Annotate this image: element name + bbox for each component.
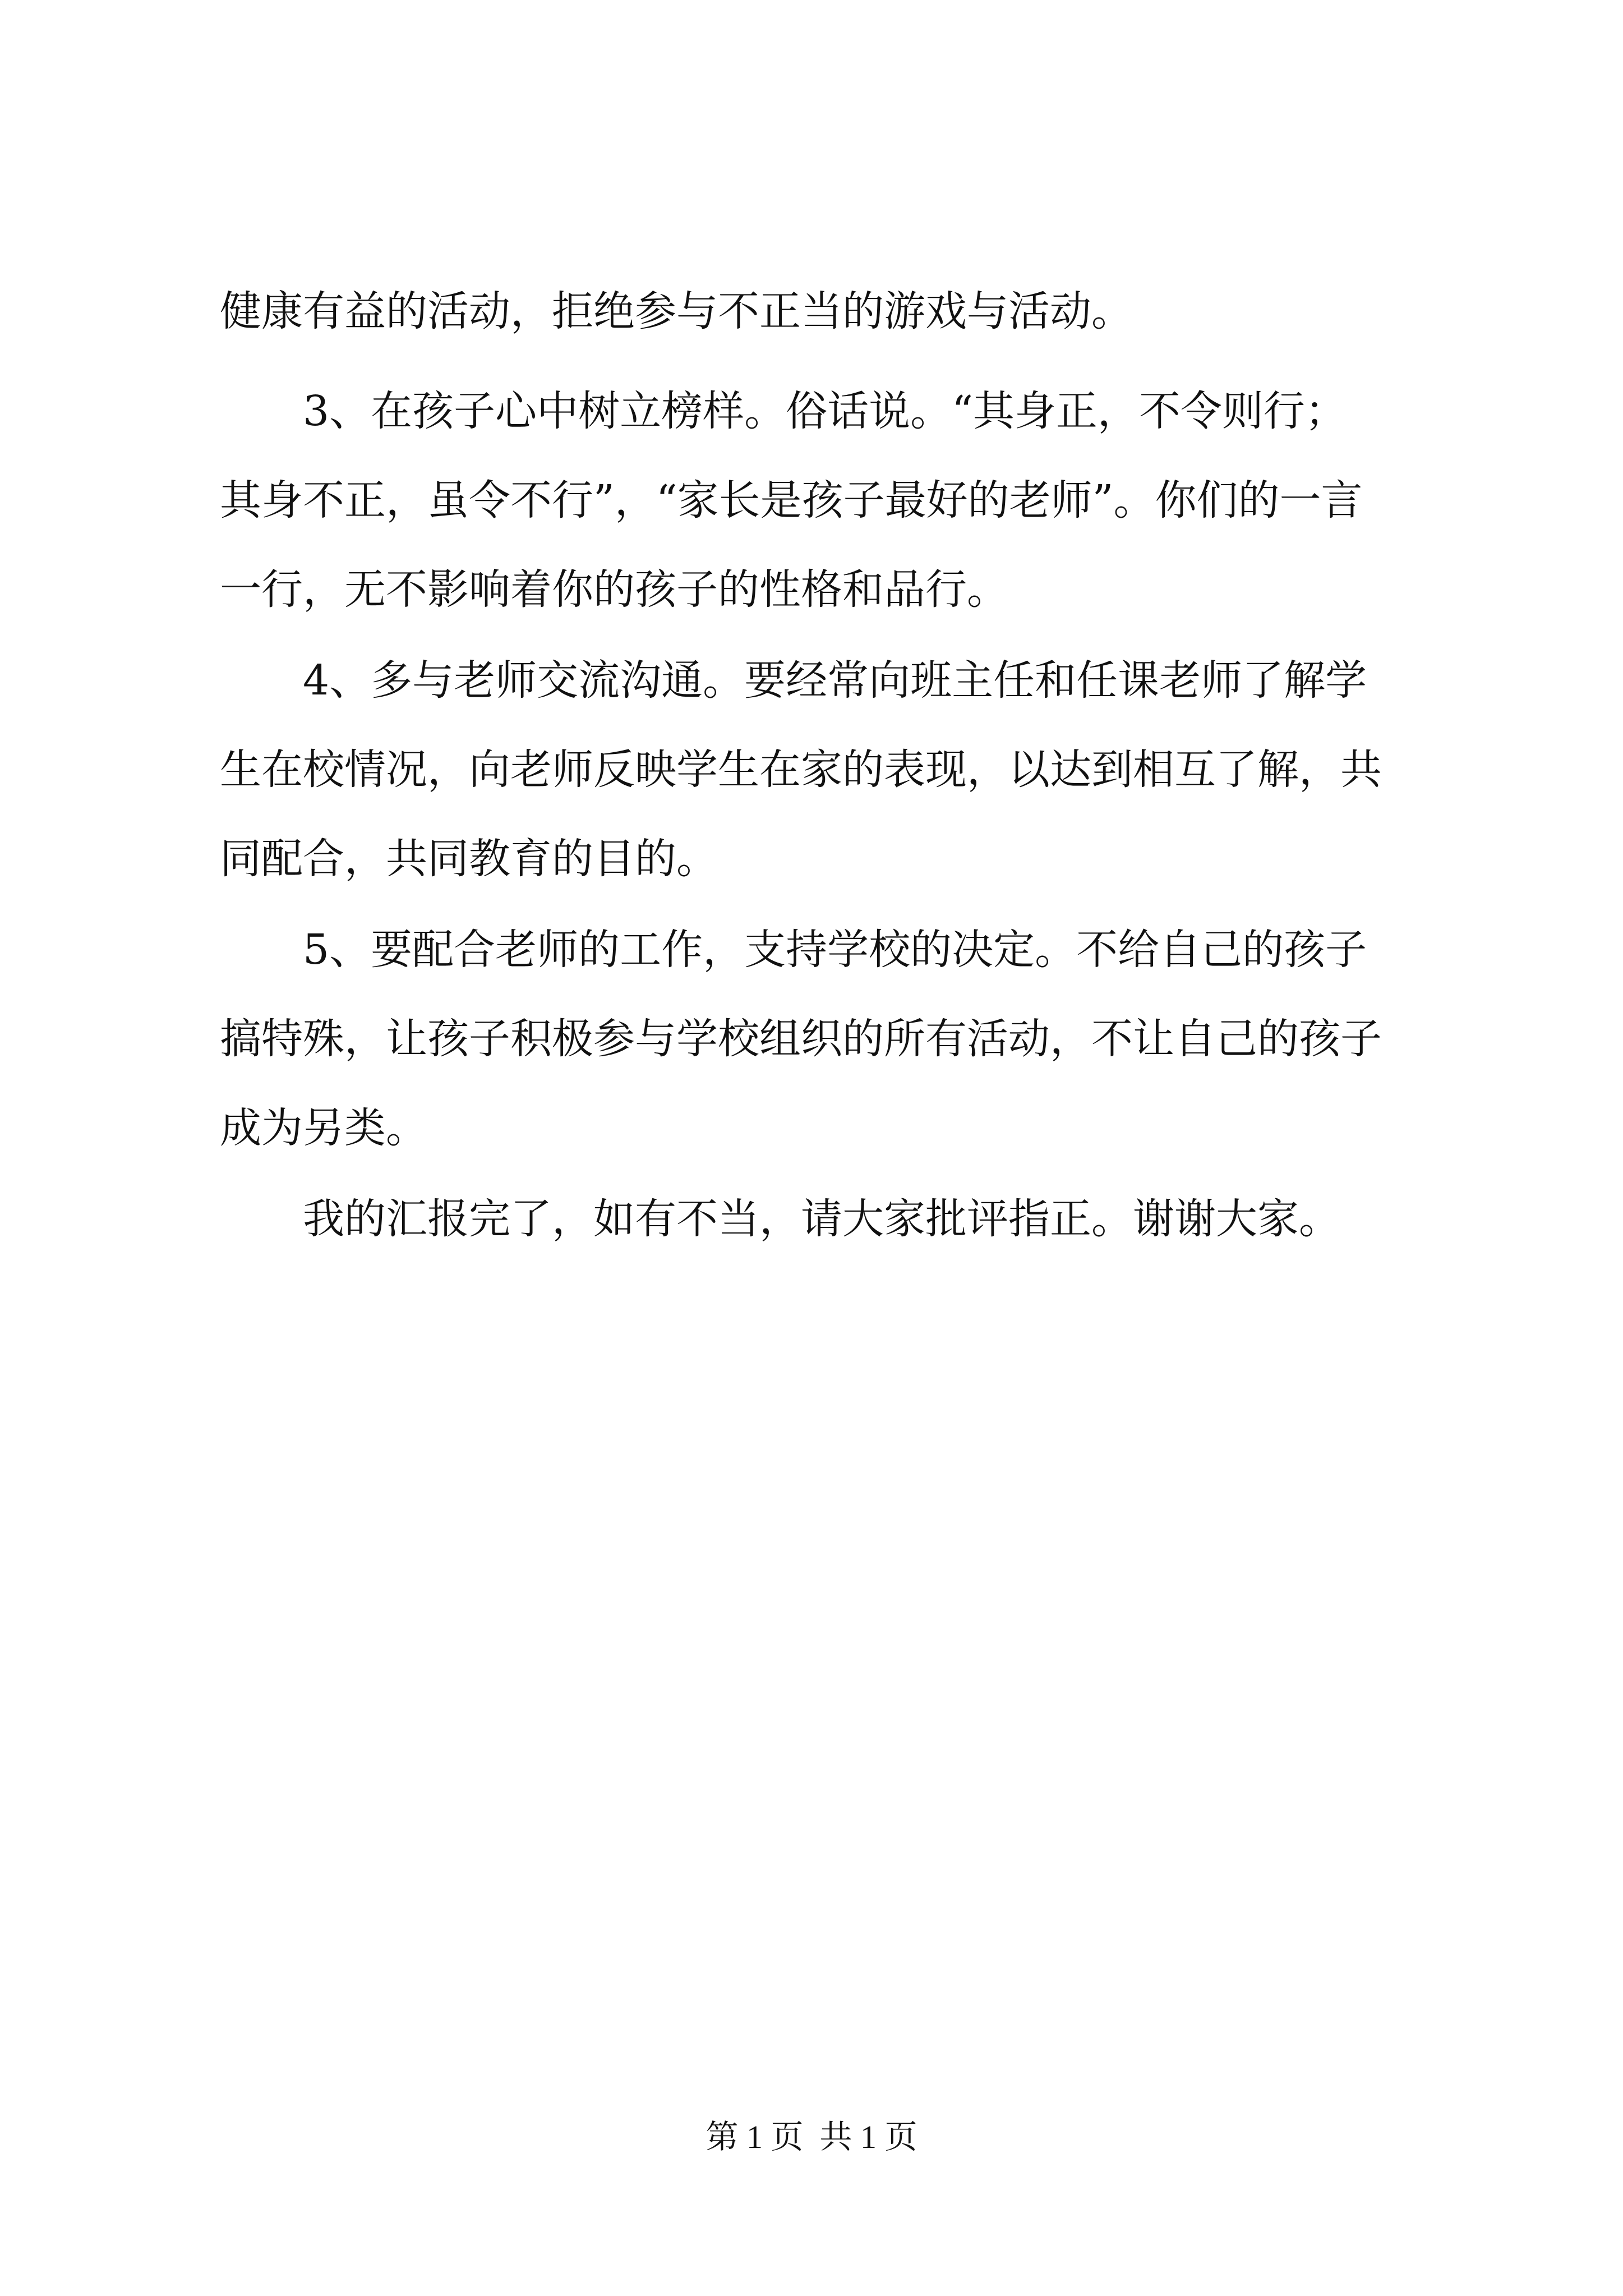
page-total: 共 1 页	[819, 2119, 917, 2155]
paragraph-line-9: 搞特殊，让孩子积极参与学校组织的所有活动，不让自己的孩子	[220, 1015, 1382, 1063]
paragraph-line-5: 4、多与老师交流沟通。要经常向班主任和任课老师了解学	[303, 656, 1367, 705]
page-number: 第 1 页	[706, 2119, 804, 2155]
paragraph-line-1: 健康有益的活动，拒绝参与不正当的游戏与活动。	[220, 287, 1133, 335]
paragraph-line-11: 我的汇报完了，如有不当，请大家批评指正。谢谢大家。	[303, 1195, 1340, 1243]
paragraph-line-10: 成为另类。	[220, 1104, 427, 1152]
paragraph-line-3: 其身不正，虽令不行”，“家长是孩子最好的老师”。你们的一言	[220, 476, 1363, 524]
paragraph-line-7: 同配合，共同教育的目的。	[220, 835, 718, 883]
page-footer	[0, 2115, 1623, 2160]
paragraph-line-8: 5、要配合老师的工作，支持学校的决定。不给自己的孩子	[303, 926, 1367, 974]
paragraph-line-4: 一行，无不影响着你的孩子的性格和品行。	[220, 565, 1008, 614]
paragraph-line-2: 3、在孩子心中树立榜样。俗话说。“其身正，不令则行；	[303, 387, 1347, 435]
paragraph-line-6: 生在校情况，向老师反映学生在家的表现，以达到相互了解，共	[220, 746, 1382, 794]
